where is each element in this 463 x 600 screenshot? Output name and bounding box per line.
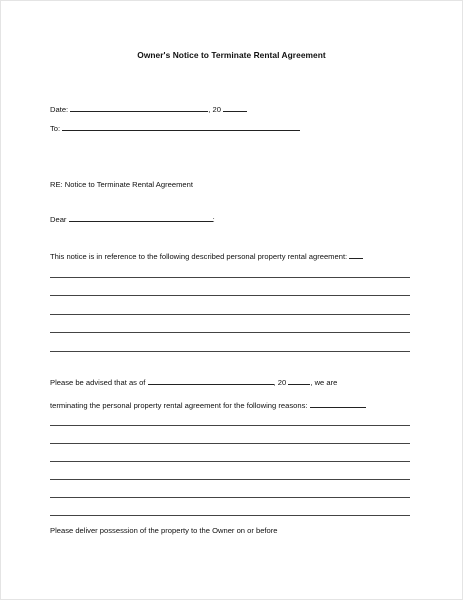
- re-line: RE: Notice to Terminate Rental Agreement: [50, 180, 193, 189]
- dear-blank[interactable]: [69, 215, 213, 222]
- reference-fill-line-3[interactable]: [50, 314, 410, 315]
- to-label: To:: [50, 124, 61, 133]
- reference-line: [50, 252, 363, 261]
- reference-fill-line-2[interactable]: [50, 295, 410, 296]
- reference-blank[interactable]: [349, 252, 363, 259]
- to-blank[interactable]: [62, 124, 300, 131]
- date-blank[interactable]: [70, 105, 208, 112]
- reasons-fill-line-4[interactable]: [50, 479, 410, 480]
- reference-fill-line-4[interactable]: [50, 332, 410, 333]
- advised-prefix: Please be advised that as of: [50, 378, 146, 387]
- date-year-prefix: , 20: [208, 105, 221, 114]
- advised-suffix: , we are: [310, 378, 338, 387]
- dear-line: [50, 215, 215, 224]
- advised-year: , 20: [273, 378, 287, 387]
- document-title: Owner's Notice to Terminate Rental Agreement: [137, 50, 326, 60]
- date-label: Date:: [50, 105, 69, 114]
- reasons-fill-line-2[interactable]: [50, 443, 410, 444]
- reference-fill-line-5[interactable]: [50, 351, 410, 352]
- reasons-fill-line-1[interactable]: [50, 425, 410, 426]
- terminating-blank[interactable]: [310, 401, 366, 408]
- reasons-fill-line-3[interactable]: [50, 461, 410, 462]
- reference-fill-line-1[interactable]: [50, 277, 410, 278]
- terminating-line: [50, 401, 366, 410]
- deliver-line: Please deliver possession of the property to the Owner on or before: [50, 526, 278, 535]
- advised-line: [50, 378, 337, 387]
- reasons-fill-line-6[interactable]: [50, 515, 410, 516]
- advised-date-blank[interactable]: [148, 378, 274, 385]
- reference-text: This notice is in reference to the following described personal property rental agreement:: [50, 252, 348, 261]
- dear-label: Dear: [50, 215, 67, 224]
- date-line: [50, 105, 247, 114]
- to-line: [50, 124, 300, 133]
- date-year-blank[interactable]: [223, 105, 247, 112]
- advised-year-blank[interactable]: [288, 378, 310, 385]
- reasons-fill-line-5[interactable]: [50, 497, 410, 498]
- dear-suffix: :: [212, 215, 215, 224]
- terminating-text: terminating the personal property rental agreement for the following reasons:: [50, 401, 308, 410]
